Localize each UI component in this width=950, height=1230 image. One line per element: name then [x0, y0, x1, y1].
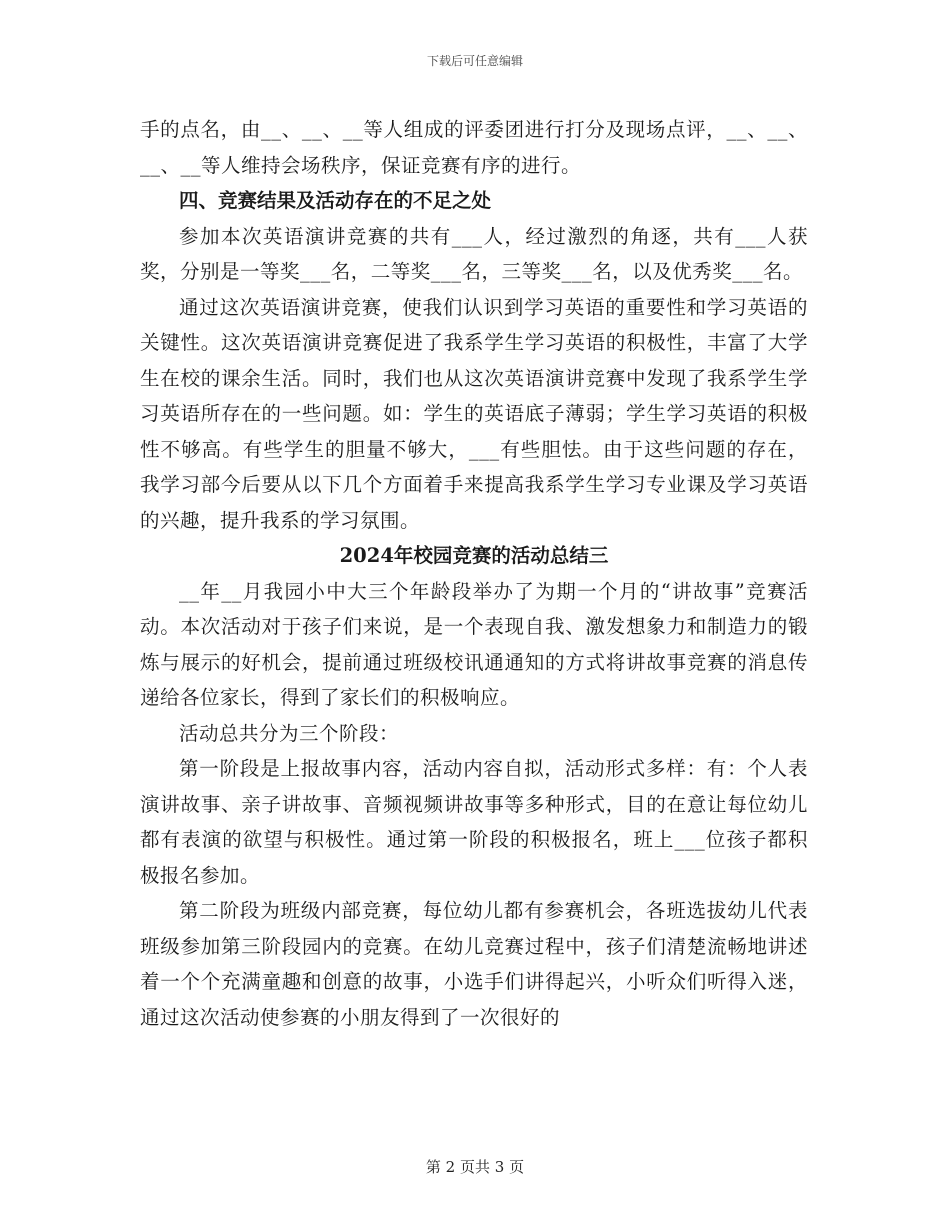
paragraph-judges: 手的点名，由__、__、__等人组成的评委团进行打分及现场点评，__、__、__、__等人维持会场秩序，保证竞赛有序的进行。: [140, 118, 808, 177]
paragraph-storytelling-intro: __年__月我园小中大三个年龄段举办了为期一个月的“讲故事”竞赛活动。本次活动对于孩子们来说，是一个表现自我、激发想象力和制造力的锻炼与展示的好机会，提前通过班级校讯通通知的方式将讲故事竞赛的消息传递给各位家长，得到了家长们的积极响应。: [140, 579, 808, 709]
paragraph-results: 参加本次英语演讲竞赛的共有___人，经过激烈的角逐，共有___人获奖，分别是一等奖___名，二等奖___名，三等奖___名，以及优秀奖___名。: [140, 224, 808, 283]
paragraph-reflection: 通过这次英语演讲竞赛，使我们认识到学习英语的重要性和学习英语的关键性。这次英语演讲竞赛促进了我系学生学习英语的积极性，丰富了大学生在校的课余生活。同时，我们也从这次英语演讲竞赛中发现了我系学生学习英语所存在的一些问题。如：学生的英语底子薄弱；学生学习英语的积极性不够高。有些学生的胆量不够大，___有些胆怯。由于这些问题的存在，我学习部今后要从以下几个方面着手来提高我系学生学习专业课及学习英语的兴趣，提升我系的学习氛围。: [140, 295, 808, 532]
page-footer: 第 2 页共 3 页: [425, 1158, 525, 1176]
paragraph-stage-two: 第二阶段为班级内部竞赛，每位幼儿都有参赛机会，各班选拔幼儿代表班级参加第三阶段园内的竞赛。在幼儿竞赛过程中，孩子们清楚流畅地讲述着一个个充满童趣和创意的故事，小选手们讲得起兴，小听众们听得入迷，通过这次活动使参赛的小朋友得到了一次很好的: [140, 899, 808, 1029]
section-heading-results: 四、竞赛结果及活动存在的不足之处: [179, 189, 492, 212]
document-body: [140, 112, 808, 1035]
page-header: 下载后可任意编辑: [426, 54, 523, 68]
paragraph-stage-one: 第一阶段是上报故事内容，活动内容自拟，活动形式多样：有：个人表演讲故事、亲子讲故事、音频视频讲故事等多种形式，目的在意让每位幼儿都有表演的欲望与积极性。通过第一阶段的积极报名，班上___位孩子都积极报名参加。: [140, 757, 808, 887]
document-title-summary-three: 2024年校园竞赛的活动总结三: [339, 544, 609, 567]
paragraph-stages-intro: 活动总共分为三个阶段：: [179, 721, 400, 745]
